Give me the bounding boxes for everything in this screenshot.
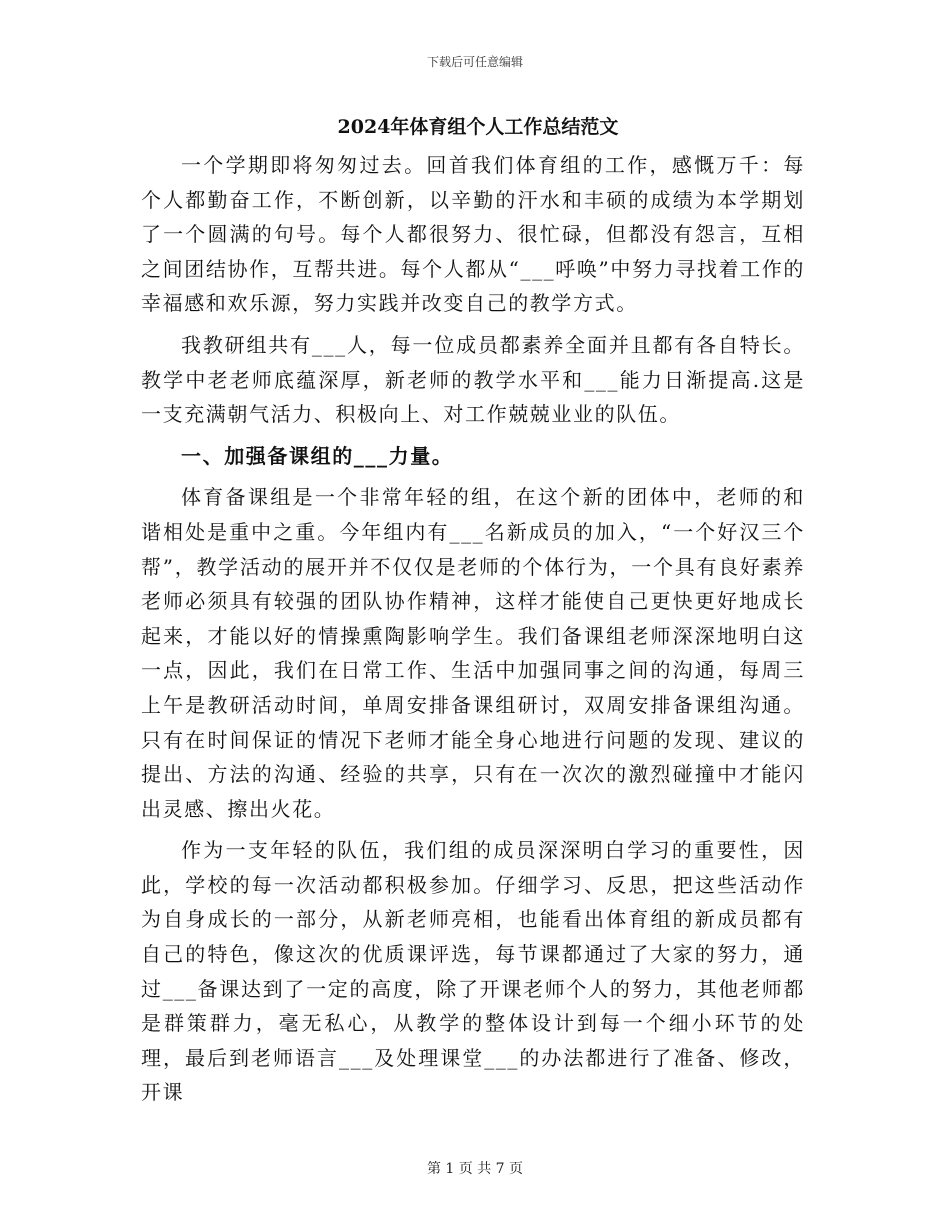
section-heading: 一、加强备课组的___力量。	[181, 443, 454, 468]
page-footer-number: 第 1 页 共 7 页	[426, 1161, 524, 1177]
paragraph-team: 我教研组共有___人，每一位成员都素养全面并且都有各自特长。教学中老老师底蕴深厚，新老师的教学水平和___能力日渐提高.这是一支充满朝气活力、积极向上、对工作兢兢业业的队伍。	[141, 332, 805, 427]
document-title: 2024年体育组个人工作总结范文	[337, 116, 619, 138]
document-body	[141, 112, 805, 1117]
paragraph-section-2: 作为一支年轻的队伍，我们组的成员深深明白学习的重要性，因此，学校的每一次活动都积极参加。仔细学习、反思，把这些活动作为自身成长的一部分，从新老师亮相，也能看出体育组的新成员都有自己的特色，像这次的优质课评选，每节课都通过了大家的努力，通过___备课达到了一定的高度，除了开课老师个人的努力，其他老师都是群策群力，毫无私心，从教学的整体设计到每一个细小环节的处理，最后到老师语言___及处理课堂___的办法都进行了准备、修改，开课	[141, 838, 805, 1105]
paragraph-section-1: 体育备课组是一个非常年轻的组，在这个新的团体中，老师的和谐相处是重中之重。今年组内有___名新成员的加入，“一个好汉三个帮”，教学活动的展开并不仅仅是老师的个体行为，一个具有良好素养老师必须具有较强的团队协作精神，这样才能使自己更快更好地成长起来，才能以好的情操熏陶影响学生。我们备课组老师深深地明白这一点，因此，我们在日常工作、生活中加强同事之间的沟通，每周三上午是教研活动时间，单周安排备课组研讨，双周安排备课组沟通。只有在时间保证的情况下老师才能全身心地进行问题的发现、建议的提出、方法的沟通、经验的共享，只有在一次次的激烈碰撞中才能闪出灵感、擦出火花。	[141, 485, 805, 821]
paragraph-intro: 一个学期即将匆匆过去。回首我们体育组的工作，感慨万千：每个人都勤奋工作，不断创新，以辛勤的汗水和丰硕的成绩为本学期划了一个圆满的句号。每个人都很努力、很忙碌，但都没有怨言，互相之间团结协作，互帮共进。每个人都从“___呼唤”中努力寻找着工作的幸福感和欢乐源，努力实践并改变自己的教学方式。	[141, 153, 805, 316]
page-header-note: 下载后可任意编辑	[426, 55, 523, 69]
